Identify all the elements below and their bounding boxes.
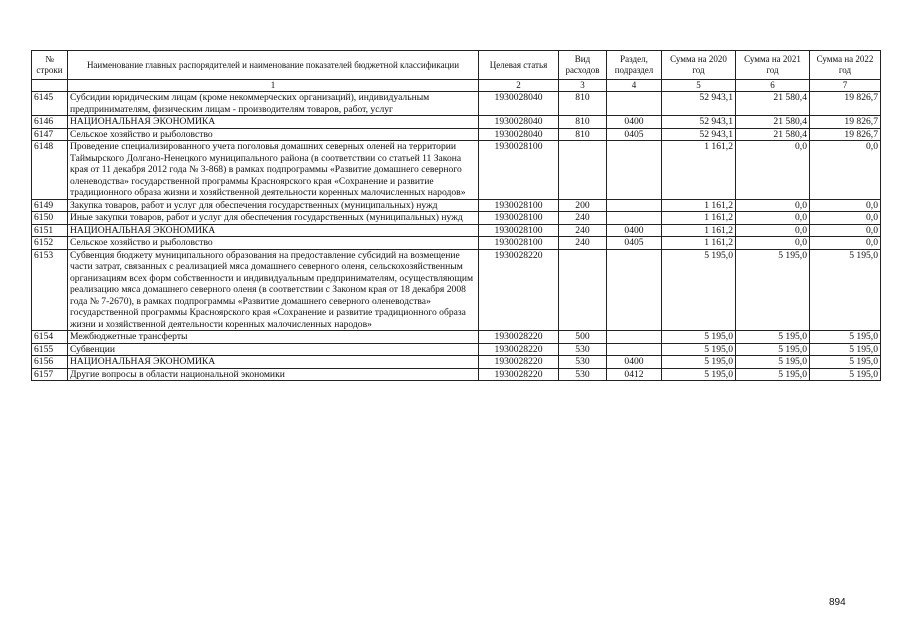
sum-2020-cell: 1 161,2 xyxy=(662,199,736,212)
row-number-cell: 6151 xyxy=(32,224,68,237)
expense-kind-cell: 530 xyxy=(559,356,607,369)
column-number xyxy=(32,80,68,92)
sum-2021-cell: 5 195,0 xyxy=(736,249,810,331)
column-number: 2 xyxy=(479,80,559,92)
table-row xyxy=(32,141,881,200)
table-row xyxy=(32,224,881,237)
target-article-cell: 1930028100 xyxy=(479,224,559,237)
sum-2021-cell: 21 580,4 xyxy=(736,116,810,129)
target-article-cell: 1930028040 xyxy=(479,116,559,129)
table-row xyxy=(32,92,881,116)
row-number-cell: 6154 xyxy=(32,331,68,344)
sum-2021-cell: 0,0 xyxy=(736,237,810,250)
table-row xyxy=(32,368,881,381)
section-cell xyxy=(607,212,662,225)
section-cell: 0400 xyxy=(607,356,662,369)
sum-2021-cell: 5 195,0 xyxy=(736,331,810,344)
row-number-cell: 6150 xyxy=(32,212,68,225)
expense-kind-cell: 530 xyxy=(559,368,607,381)
table-row xyxy=(32,199,881,212)
expense-kind-cell: 240 xyxy=(559,224,607,237)
sum-2020-cell: 5 195,0 xyxy=(662,343,736,356)
expense-kind-cell xyxy=(559,141,607,200)
sum-2021-cell: 5 195,0 xyxy=(736,356,810,369)
header-name: Наименование главных распорядителей и наименование показателей бюджетной классификации xyxy=(68,51,479,80)
expense-kind-cell: 240 xyxy=(559,237,607,250)
expense-kind-cell: 810 xyxy=(559,128,607,141)
sum-2020-cell: 1 161,2 xyxy=(662,224,736,237)
column-number-row xyxy=(32,80,881,92)
row-number-cell: 6152 xyxy=(32,237,68,250)
row-number-cell: 6146 xyxy=(32,116,68,129)
sum-2022-cell: 5 195,0 xyxy=(810,331,881,344)
column-number: 7 xyxy=(810,80,881,92)
column-number: 4 xyxy=(607,80,662,92)
sum-2021-cell: 0,0 xyxy=(736,212,810,225)
target-article-cell: 1930028220 xyxy=(479,368,559,381)
table-body xyxy=(32,92,881,381)
row-name-cell: Проведение специализированного учета поголовья домашних северных оленей на территории Таймырского Долгано-Ненецкого муниципального района (в соответствии со статьей 11 Закона края от 11 декабря 2012 года № 3-868) в рамках подпрограммы «Развитие домашнего северного оленеводства» государственной программы Красноярского края «Сохранение и развитие традиционного образа жизни и хозяйственной деятельности коренных малочисленных народов» xyxy=(68,141,479,200)
row-number-cell: 6147 xyxy=(32,128,68,141)
page-number: 894 xyxy=(829,597,846,608)
expense-kind-cell: 200 xyxy=(559,199,607,212)
sum-2021-cell: 0,0 xyxy=(736,224,810,237)
row-number-cell: 6156 xyxy=(32,356,68,369)
target-article-cell: 1930028100 xyxy=(479,141,559,200)
row-number-cell: 6148 xyxy=(32,141,68,200)
row-number-cell: 6153 xyxy=(32,249,68,331)
sum-2022-cell: 0,0 xyxy=(810,212,881,225)
row-name-cell: Иные закупки товаров, работ и услуг для обеспечения государственных (муниципальных) нужд xyxy=(68,212,479,225)
section-cell xyxy=(607,141,662,200)
table-row xyxy=(32,116,881,129)
row-name-cell: НАЦИОНАЛЬНАЯ ЭКОНОМИКА xyxy=(68,224,479,237)
table-row xyxy=(32,356,881,369)
row-name-cell: НАЦИОНАЛЬНАЯ ЭКОНОМИКА xyxy=(68,356,479,369)
row-name-cell: Закупка товаров, работ и услуг для обеспечения государственных (муниципальных) нужд xyxy=(68,199,479,212)
sum-2020-cell: 5 195,0 xyxy=(662,331,736,344)
header-section: Раздел, подраздел xyxy=(607,51,662,80)
column-number: 1 xyxy=(68,80,479,92)
section-cell xyxy=(607,199,662,212)
target-article-cell: 1930028220 xyxy=(479,249,559,331)
sum-2021-cell: 5 195,0 xyxy=(736,343,810,356)
header-row xyxy=(32,51,881,80)
header-target: Целевая статья xyxy=(479,51,559,80)
row-name-cell: Субвенция бюджету муниципального образования на предоставление субсидий на возмещение части затрат, связанных с реализацией мяса домашнего северного оленя, сельскохозяйственным организациям всех форм собственности и индивидуальным предпринимателям, осуществляющим реализацию мяса домашнего северного оленя (в соответствии с Законом края от 18 декабря 2008 года № 7-2670), в рамках подпрограммы «Развитие домашнего северного оленеводства» государственной программы Красноярского края «Сохранение и развитие традиционного образа жизни и хозяйственной деятельности коренных малочисленных народов» xyxy=(68,249,479,331)
section-cell: 0405 xyxy=(607,128,662,141)
expense-kind-cell: 240 xyxy=(559,212,607,225)
sum-2022-cell: 0,0 xyxy=(810,237,881,250)
sum-2020-cell: 5 195,0 xyxy=(662,249,736,331)
sum-2021-cell: 0,0 xyxy=(736,199,810,212)
section-cell: 0412 xyxy=(607,368,662,381)
section-cell: 0400 xyxy=(607,116,662,129)
row-name-cell: НАЦИОНАЛЬНАЯ ЭКОНОМИКА xyxy=(68,116,479,129)
sum-2020-cell: 1 161,2 xyxy=(662,237,736,250)
column-number: 3 xyxy=(559,80,607,92)
target-article-cell: 1930028220 xyxy=(479,343,559,356)
row-name-cell: Сельское хозяйство и рыболовство xyxy=(68,128,479,141)
expense-kind-cell: 810 xyxy=(559,92,607,116)
row-name-cell: Межбюджетные трансферты xyxy=(68,331,479,344)
section-cell xyxy=(607,343,662,356)
section-cell: 0400 xyxy=(607,224,662,237)
sum-2020-cell: 52 943,1 xyxy=(662,128,736,141)
sum-2020-cell: 1 161,2 xyxy=(662,212,736,225)
sum-2021-cell: 0,0 xyxy=(736,141,810,200)
section-cell xyxy=(607,249,662,331)
sum-2021-cell: 21 580,4 xyxy=(736,128,810,141)
row-number-cell: 6155 xyxy=(32,343,68,356)
header-row-no: № строки xyxy=(32,51,68,80)
sum-2022-cell: 5 195,0 xyxy=(810,368,881,381)
table-row xyxy=(32,128,881,141)
row-number-cell: 6145 xyxy=(32,92,68,116)
sum-2022-cell: 5 195,0 xyxy=(810,249,881,331)
target-article-cell: 1930028040 xyxy=(479,128,559,141)
budget-table xyxy=(31,50,881,381)
row-number-cell: 6157 xyxy=(32,368,68,381)
sum-2022-cell: 0,0 xyxy=(810,141,881,200)
target-article-cell: 1930028040 xyxy=(479,92,559,116)
table-row xyxy=(32,237,881,250)
target-article-cell: 1930028100 xyxy=(479,199,559,212)
sum-2022-cell: 5 195,0 xyxy=(810,356,881,369)
column-number: 5 xyxy=(662,80,736,92)
target-article-cell: 1930028220 xyxy=(479,331,559,344)
header-sum-2021: Сумма на 2021 год xyxy=(736,51,810,80)
sum-2022-cell: 5 195,0 xyxy=(810,343,881,356)
target-article-cell: 1930028100 xyxy=(479,212,559,225)
sum-2020-cell: 5 195,0 xyxy=(662,368,736,381)
sum-2020-cell: 52 943,1 xyxy=(662,116,736,129)
expense-kind-cell: 500 xyxy=(559,331,607,344)
table-row xyxy=(32,249,881,331)
column-number: 6 xyxy=(736,80,810,92)
sum-2022-cell: 0,0 xyxy=(810,224,881,237)
section-cell: 0405 xyxy=(607,237,662,250)
row-name-cell: Сельское хозяйство и рыболовство xyxy=(68,237,479,250)
row-number-cell: 6149 xyxy=(32,199,68,212)
sum-2020-cell: 1 161,2 xyxy=(662,141,736,200)
row-name-cell: Субвенции xyxy=(68,343,479,356)
row-name-cell: Другие вопросы в области национальной экономики xyxy=(68,368,479,381)
header-sum-2020: Сумма на 2020 год xyxy=(662,51,736,80)
table-row xyxy=(32,212,881,225)
header-sum-2022: Сумма на 2022 год xyxy=(810,51,881,80)
table-row xyxy=(32,343,881,356)
section-cell xyxy=(607,92,662,116)
sum-2021-cell: 5 195,0 xyxy=(736,368,810,381)
sum-2020-cell: 5 195,0 xyxy=(662,356,736,369)
sum-2022-cell: 19 826,7 xyxy=(810,128,881,141)
expense-kind-cell: 530 xyxy=(559,343,607,356)
table-row xyxy=(32,331,881,344)
sum-2022-cell: 19 826,7 xyxy=(810,116,881,129)
target-article-cell: 1930028220 xyxy=(479,356,559,369)
target-article-cell: 1930028100 xyxy=(479,237,559,250)
sum-2022-cell: 0,0 xyxy=(810,199,881,212)
sum-2021-cell: 21 580,4 xyxy=(736,92,810,116)
sum-2020-cell: 52 943,1 xyxy=(662,92,736,116)
header-kind: Вид расходов xyxy=(559,51,607,80)
section-cell xyxy=(607,331,662,344)
expense-kind-cell: 810 xyxy=(559,116,607,129)
sum-2022-cell: 19 826,7 xyxy=(810,92,881,116)
row-name-cell: Субсидии юридическим лицам (кроме некоммерческих организаций), индивидуальным предпринимателям, физическим лицам - производителям товаров, работ, услуг xyxy=(68,92,479,116)
expense-kind-cell xyxy=(559,249,607,331)
